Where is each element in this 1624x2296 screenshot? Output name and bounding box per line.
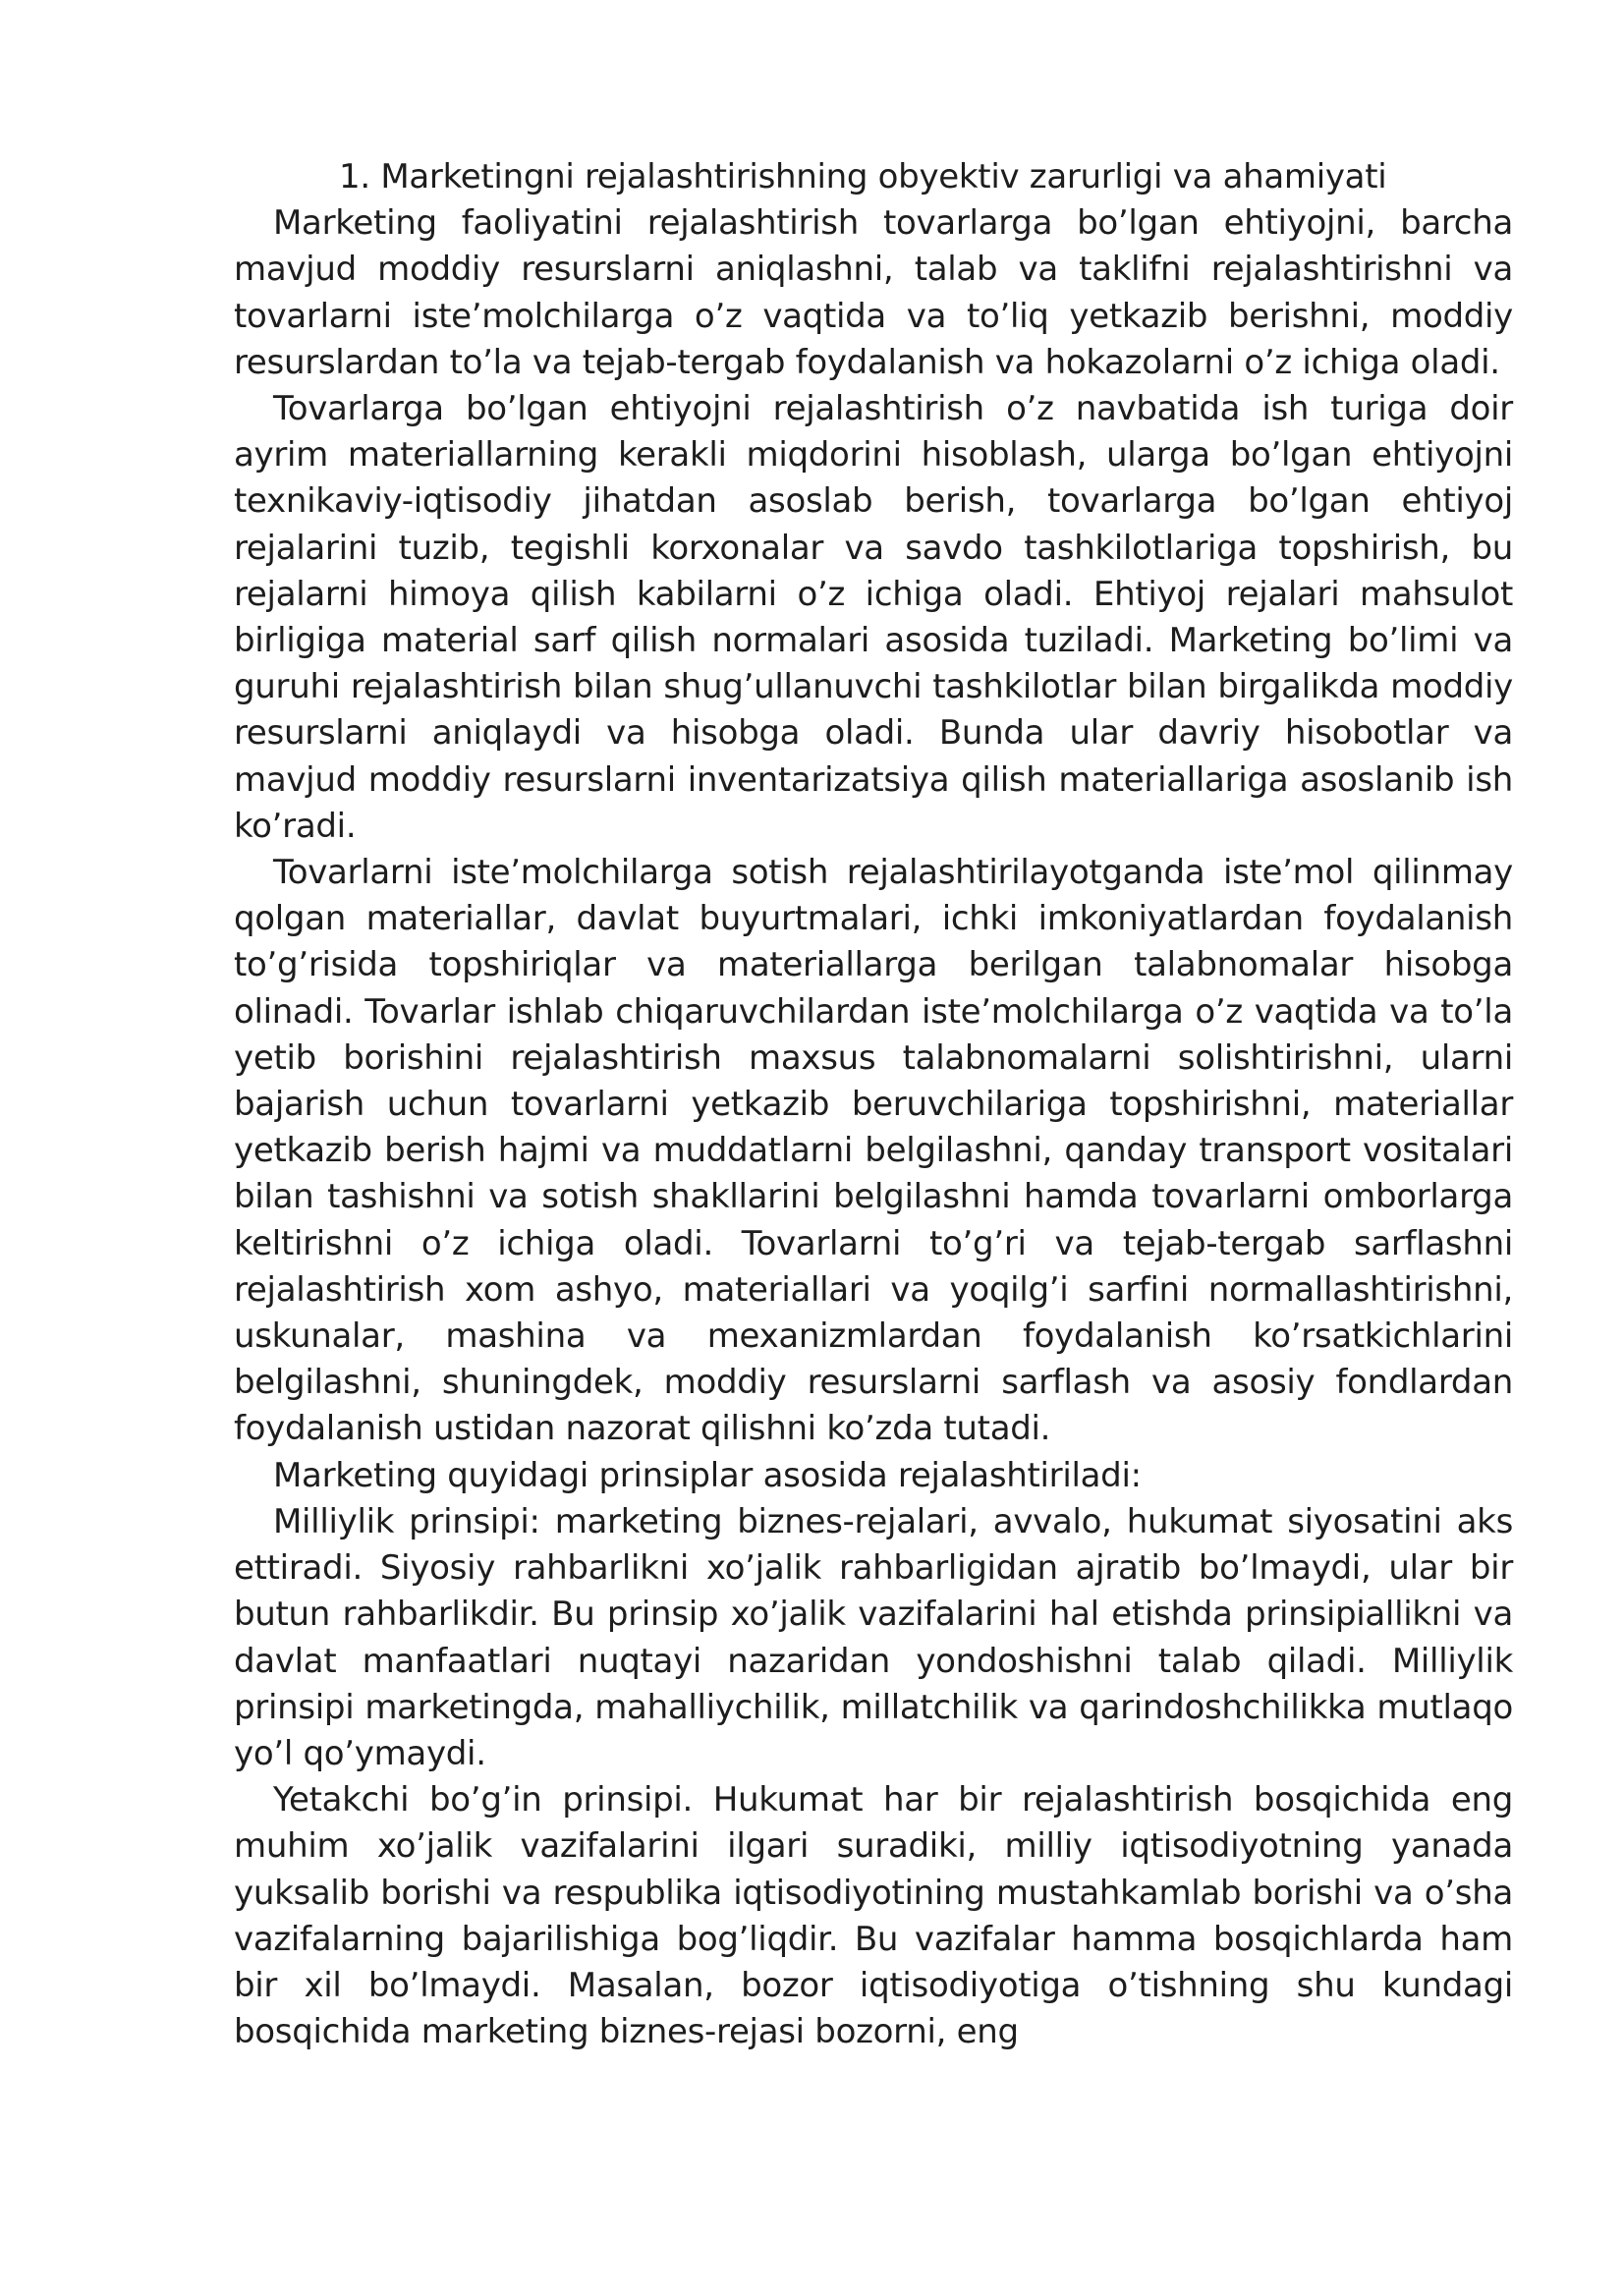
paragraph-planning-overview: Marketing faoliyatini rejalashtirish tovarlarga bo’lgan ehtiyojni, barcha mavjud moddiy resurslarni aniqlashni, talab va taklifni rejalashtirishni va tovarlarni iste’molchilarga o’z vaqtida va to’liq yetkazib berishni, moddiy resurslardan to’la va tejab-tergab foydalanish va hokazolarni o’z ichiga oladi.	[234, 203, 1513, 382]
paragraph-sales-planning: Tovarlarni iste’molchilarga sotish rejalashtirilayotganda iste’mol qilinmay qolgan materiallar, davlat buyurtmalari, ichki imkoniyatlardan foydalanish to’g’risida topshiriqlar va materiallarga berilgan talabnomalar hisobga olinadi. Tovarlar ishlab chiqaruvchilardan iste’molchilarga o’z vaqtida va to’la yetib borishini rejalashtirish maxsus talabnomalarni solishtirishni, ularni bajarish uchun tovarlarni yetkazib beruvchilariga topshirishni, materiallar yetkazib berish hajmi va muddatlarni belgilashni, qanday transport vositalari bilan tashishni va sotish shakllarini belgilashni hamda tovarlarni omborlarga keltirishni o’z ichiga oladi. Tovarlarni to’g’ri va tejab-tergab sarflashni rejalashtirish xom ashyo, materiallari va yoqilg’i sarfini normallashtirishni, uskunalar, mashina va mexanizmlardan foydalanish ko’rsatkichlarini belgilashni, shuningdek, moddiy resurslarni sarflash va asosiy fondlardan foydalanish ustidan nazorat qilishni ko’zda tutadi.	[234, 853, 1513, 1449]
section-title: 1. Marketingni rejalashtirishning obyektiv zarurligi va ahamiyati	[339, 157, 1387, 196]
document-page	[234, 154, 1513, 2055]
paragraph-principles-intro: Marketing quyidagi prinsiplar asosida rejalashtiriladi:	[273, 1455, 1142, 1495]
paragraph-national-principle: Milliylik prinsipi: marketing biznes-rejalari, avvalo, hukumat siyosatini aks ettiradi. Siyosiy rahbarlikni xo’jalik rahbarligidan ajratib bo’lmaydi, ular bir butun rahbarlikdir. Bu prinsip xo’jalik vazifalarini hal etishda prinsipiallikni va davlat manfaatlari nuqtayi nazaridan yondoshishni talab qiladi. Milliylik prinsipi marketingda, mahalliychilik, millatchilik va qarindoshchilikka mutlaqo yo’l qo’ymaydi.	[234, 1501, 1513, 1773]
paragraph-leading-link-principle: Yetakchi bo’g’in prinsipi. Hukumat har bir rejalashtirish bosqichida eng muhim xo’jalik vazifalarini ilgari suradiki, milliy iqtisodiyotning yanada yuksalib borishi va respublika iqtisodiyotining mustahkamlab borishi va o’sha vazifalarning bajarilishiga bog’liqdir. Bu vazifalar hamma bosqichlarda ham bir xil bo’lmaydi. Masalan, bozor iqtisodiyotiga o’tishning shu kundagi bosqichida marketing biznes-rejasi bozorni, eng	[234, 1780, 1513, 2052]
paragraph-demand-planning: Tovarlarga bo’lgan ehtiyojni rejalashtirish o’z navbatida ish turiga doir ayrim materiallarning kerakli miqdorini hisoblash, ularga bo’lgan ehtiyojni texnikaviy-iqtisodiy jihatdan asoslab berish, tovarlarga bo’lgan ehtiyoj rejalarini tuzib, tegishli korxonalar va savdo tashkilotlariga topshirish, bu rejalarni himoya qilish kabilarni o’z ichiga oladi. Ehtiyoj rejalari mahsulot birligiga material sarf qilish normalari asosida tuziladi. Marketing bo’limi va guruhi rejalashtirish bilan shug’ullanuvchi tashkilotlar bilan birgalikda moddiy resurslarni aniqlaydi va hisobga oladi. Bunda ular davriy hisobotlar va mavjud moddiy resurslarni inventarizatsiya qilish materiallariga asoslanib ish ko’radi.	[234, 389, 1513, 846]
